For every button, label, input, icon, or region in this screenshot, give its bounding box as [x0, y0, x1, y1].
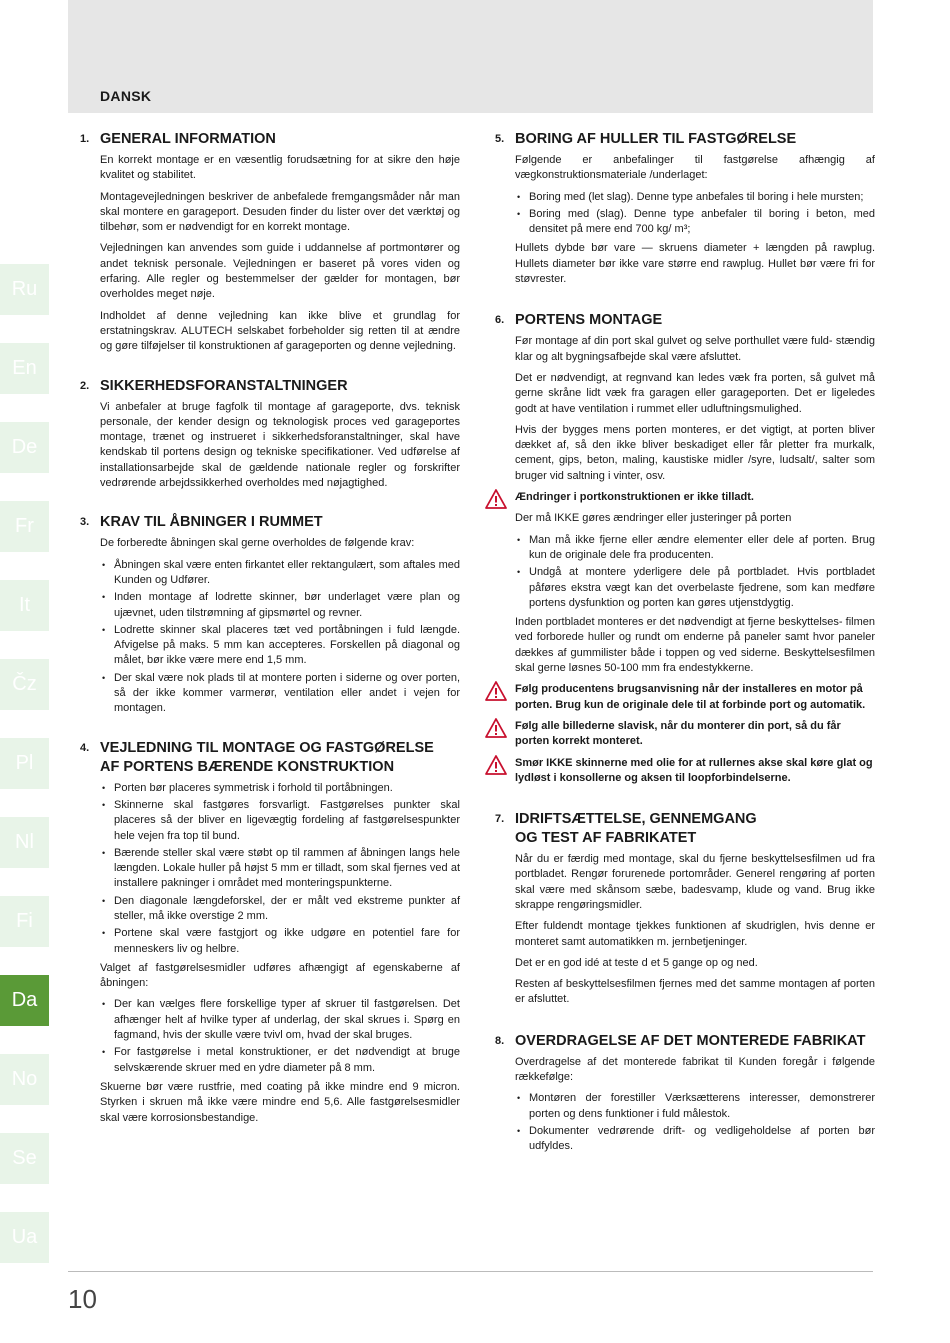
warning-icon [485, 489, 507, 509]
section-title: PORTENS MONTAGE [515, 312, 663, 329]
paragraph: Efter fuldendt montage tjekkes funktionen af skudriglen, hvis denne er monteret samt automatikken m. jernbetjeninger. [515, 920, 875, 948]
section-title: KRAV TIL ÅBNINGER I RUMMET [100, 514, 323, 531]
section-number: 7. [495, 813, 505, 826]
page-number: 10 [68, 1284, 97, 1314]
tab-no[interactable]: No [0, 1054, 49, 1105]
list-item: • Boring med (slag). Denne type anbefaler til boring i beton, med densitet på mere end 700 kg/ m³; [515, 207, 875, 238]
section-title: OVERDRAGELSE AF DET MONTEREDE FABRIKAT [515, 1032, 866, 1049]
paragraph: Vejledningen kan anvendes som guide i uddannelse af portmontører og andet teknisk personale. Vejledningen er baseret på vores viden og erfaring. Alle regler og bestemmelser der gælder for montagen, bør overholdes meget nøje. [100, 242, 460, 301]
paragraph: En korrekt montage er en væsentlig forudsætning for at sikre den høje kvalitet og stabilitet. [100, 154, 460, 182]
warning-icon [485, 718, 507, 738]
tab-ua[interactable]: Ua [0, 1212, 49, 1263]
tab-de[interactable]: De [0, 422, 49, 473]
section-title [515, 810, 875, 848]
warning-text: Ændringer i portkonstruktionen er ikke tilladt. [515, 491, 754, 504]
section-title: GENERAL INFORMATION [100, 131, 276, 147]
tab-cz[interactable]: Čz [0, 659, 49, 710]
list-item: • Åbningen skal være enten firkantet eller rektangulært, som aftales med Kunden og Udfører. [100, 558, 460, 589]
section-number: 1. [80, 133, 90, 145]
paragraph: Indholdet af denne vejledning kan ikke blive et grundlag for erstatningskrav. ALUTECH selskabet forbeholder sig retten til at ændre og gøre tilføjelser til konstruktionen af garageporten og denne vejledning. [100, 309, 460, 353]
right-column [495, 130, 875, 1159]
paragraph: Montagevejledningen beskriver de anbefalede fremgangsmåder når man skal montere en garageport. Desuden finder du lister over det værktøj og tilbehør, som er nødvendigt for en korrekt montage. [100, 190, 460, 234]
warning-icon [485, 755, 507, 775]
tab-nl[interactable]: Nl [0, 817, 49, 868]
tab-en[interactable]: En [0, 343, 49, 394]
warning-note [515, 682, 875, 713]
paragraph: Inden portbladet monteres er det nødvendigt at fjerne beskyttelses- filmen ved forborede huller og rundt om enderne på paneler samt hvor paneler dækkes af gummilister både i toppen og ved siderne. Beskyttelsesfilmen skal gerne løsnes 50-100 mm fra endestykkerne. [515, 616, 875, 675]
paragraph: Skuerne bør være rustfrie, med coating på ikke mindre end 9 micron. Styrken i skruen må ikke være mindre end 5,6. Alle fastgørelsesmidler skal være korrosionsbestandige. [100, 1080, 460, 1124]
paragraph: Overdragelse af det monterede fabrikat til Kunden foregår i følgende rækkefølge: [515, 1055, 875, 1084]
section-5 [495, 130, 875, 287]
paragraph: Hullets dybde bør vare — skruens diameter + længden på rawplug. Hullets diameter bør ikke vare større end rawplug. Hullet bør være fri for støvrester. [515, 242, 875, 286]
section-number: 5. [495, 133, 505, 145]
warning-note [515, 719, 875, 750]
paragraph: Følgende er anbefalinger til fastgørelse afhængig af vægkonstruktionsmateriale /underlaget: [515, 154, 875, 182]
list-item: • Skinnerne skal fastgøres forsvarligt. Fastgørelses punkter skal placeres så der bliver en ligevægtig fordeling af fastgørelsespunkter hele vejen fra top til bund. [100, 798, 460, 844]
section-number: 3. [80, 516, 90, 529]
section-number: 4. [80, 741, 90, 754]
paragraph: Resten af beskyttelsesfilmen fjernes med det samme montagen af porten er afsluttet. [515, 978, 875, 1006]
list-item: • Der kan vælges flere forskellige typer af skruer til fastgørelsen. Det afhænger helt af hvilke typer af underlag, der skal skrues i. Spørg en fagmand, hvis der skulle være tvivl om, hvad der skal bruges. [100, 997, 460, 1043]
section-title: SIKKERHEDSFORANSTALTNINGER [100, 377, 348, 394]
tab-fi[interactable]: Fi [0, 896, 49, 947]
section-number: 2. [80, 379, 90, 392]
bullet-list [100, 781, 460, 957]
paragraph: Når du er færdig med montage, skal du fjerne beskyttelsesfilmen ud fra portbladet. Rengør forurenede portområder. Generel rengøring af porten skal være med skånsom sæbe, badesvamp, klude og vand. Brug ikke skrappe rengøringsmidler. [515, 853, 875, 911]
tab-pl[interactable]: Pl [0, 738, 49, 789]
list-item: • For fastgørelse i metal konstruktioner, er det nødvendigt at bruge selvskærende skruer med en ydre diameter på 8 mm. [100, 1045, 460, 1076]
section-3 [80, 513, 460, 716]
list-item: • Den diagonale længdeforskel, der er målt ved ekstreme punkter af steller, må ikke overstige 2 mm. [100, 894, 460, 925]
bullet-list [515, 190, 875, 238]
section-title [100, 739, 460, 777]
warning-icon [485, 681, 507, 701]
bullet-list [515, 1091, 875, 1154]
section-4 [80, 739, 460, 1126]
header-band [68, 0, 873, 113]
section-number: 6. [495, 314, 505, 327]
paragraph: Før montage af din port skal gulvet og selve porthullet være fuld- stændig klar og alt bygningsafbejde skal være afsluttet. [515, 335, 875, 363]
list-item: • Porten bør placeres symmetrisk i forhold til portåbningen. [100, 781, 460, 796]
section-number: 8. [495, 1034, 505, 1047]
list-item: • Dokumenter vedrørende drift- og vedligeholdelse af porten bør udfyldes. [515, 1124, 875, 1155]
paragraph: De forberedte åbningen skal gerne overholdes de følgende krav: [100, 537, 415, 550]
bullet-list [100, 997, 460, 1075]
paragraph: Hvis der bygges mens porten monteres, er det vigtigt, at porten bliver dækket af, så den ikke bliver beskadiget eller får pletter fra murkalk, cement, gips, beton, maling, kaustiske midler /syre, ludsalt/, salter som bruger vid saltning i vinter, osv. [515, 423, 875, 482]
section-title-line: IDRIFTSÆTTELSE, GENNEMGANG [515, 811, 757, 828]
warning-text: Følg producentens brugsanvisning når der installeres en motor på porten. Brug kun de originale dele til at forbinde port og automatik. [515, 683, 866, 711]
warning-note [515, 756, 875, 787]
list-item: • Lodrette skinner skal placeres tæt ved portåbningen i fuld længde. Afvigelse på maks. 5 mm kan accepteres. Forskellen på diagonal og målet, bør ikke være mere end 1,5 mm. [100, 623, 460, 669]
bullet-list [515, 533, 875, 611]
warning-note [515, 490, 875, 505]
list-item: • Undgå at montere yderligere dele på portbladet. Hvis portbladet påføres ekstra vægt kan det overbelaste fjedrene, som kan medføre portens dysfunktion og porten kan gøres utjenstdygtig. [515, 565, 875, 611]
paragraph: Valget af fastgørelsesmidler udføres afhængigt af egenskaberne af åbningen: [100, 961, 460, 990]
tab-ru[interactable]: Ru [0, 264, 49, 315]
section-title: BORING AF HULLER TIL FASTGØRELSE [515, 131, 797, 147]
warning-text: Følg alle billederne slavisk, når du monterer din port, så du får porten korrekt monteret. [515, 719, 841, 748]
tab-fr[interactable]: Fr [0, 501, 49, 552]
footer-divider [68, 1271, 873, 1272]
list-item: • Portene skal være fastgjort og ikke udgøre en potentiel fare for menneskers liv og helbre. [100, 926, 460, 957]
list-item: • Inden montage af lodrette skinner, bør underlaget være plan og ujævnet, uden tilstrømning af gipsmørtel og revner. [100, 590, 460, 621]
section-2 [80, 377, 460, 492]
paragraph: Det er nødvendigt, at regnvand kan ledes væk fra porten, så gulvet må gerne skråne lidt væk fra garagen eller garageporten. Det er ligeledes godt at have ventilation i rummet eller udluftningsmulighed. [515, 371, 875, 415]
language-heading: DANSK [100, 88, 152, 104]
tab-da[interactable]: Da [0, 975, 49, 1026]
section-title-line: OG TEST AF FABRIKATET [515, 830, 697, 847]
tab-se[interactable]: Se [0, 1133, 49, 1184]
section-title-line: VEJLEDNING TIL MONTAGE OG FASTGØRELSE [100, 739, 434, 756]
list-item: • Boring med (let slag). Denne type anbefales til boring i hele mursten; [515, 190, 875, 205]
paragraph: Der må IKKE gøres ændringer eller justeringer på porten [515, 512, 792, 525]
list-item: • Man må ikke fjerne eller ændre elementer eller dele af porten. Brug kun de originale dele fra producenten. [515, 533, 875, 564]
section-7 [495, 810, 875, 1008]
left-column [80, 130, 460, 1132]
section-title-line: AF PORTENS BÆRENDE KONSTRUKTION [100, 758, 395, 775]
paragraph: Det er en god idé at teste d et 5 gange op og ned. [515, 956, 758, 969]
section-8 [495, 1032, 875, 1155]
warning-text: Smør IKKE skinnerne med olie for at rullernes akse skal køre glat og lydløst i konsollerne og aksen til loopforbindelserne. [515, 756, 873, 784]
list-item: • Der skal være nok plads til at montere porten i siderne og over porten, så der ikke kommer varmerør, ventilation eller andet i vejen for montagen. [100, 671, 460, 717]
list-item: • Bærende steller skal være støbt op til rammen af åbningen langs hele længden. Lokale huller på højst 5 mm er tilladt, som skal fjernes ved at installere pakninger i området med monteringspunkterne. [100, 846, 460, 892]
section-6 [495, 311, 875, 786]
tab-it[interactable]: It [0, 580, 49, 631]
paragraph: Vi anbefaler at bruge fagfolk til montage af garageporte, dvs. teknisk personale, der kender design og teknologisk proces ved garageportes montage, trænet og instrueret i sikkerhedsforanstaltninger, skal have kendskab til portens design og tekniske specifikationer. Ved udførelse af installationsarbejde skal de gældende nationale regler og forskrifter vedrørende arbejdssikkerhed overholdes med nøjagtighed. [100, 400, 460, 490]
list-item: • Montøren der forestiller Værksætterens interesser, demonstrerer porten og dens funktioner i fuld målestok. [515, 1091, 875, 1122]
bullet-list [100, 558, 460, 717]
section-1 [80, 130, 460, 355]
